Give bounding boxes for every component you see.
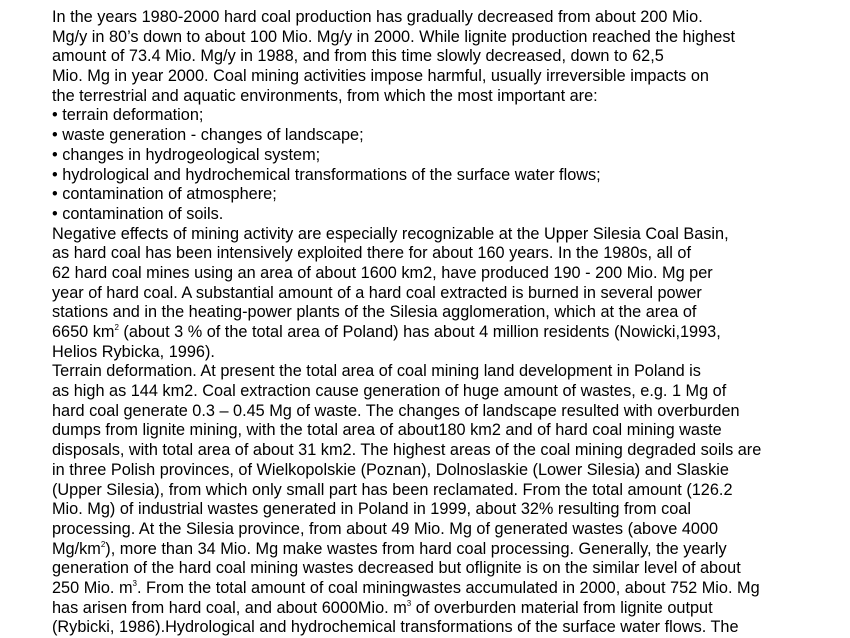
text-fragment: of overburden material from lignite output (411, 598, 713, 617)
text-fragment: 250 Mio. m (52, 578, 133, 597)
text-fragment: has arisen from hard coal, and about 6000Mio. m (52, 598, 407, 617)
text-line-with-superscript (52, 540, 842, 560)
text-line: disposals, with total area of about 31 km2. The highest areas of the coal mining degraded soils are (52, 441, 762, 460)
text-line: (Upper Silesia), from which only small part has been reclamated. From the total amount (126.2 (52, 480, 733, 499)
text-line: the terrestrial and aquatic environments, from which the most important are: (52, 86, 598, 105)
text-line: as hard coal has been intensively exploited there for about 160 years. In the 1980s, all of (52, 244, 691, 263)
text-line: generation of the hard coal mining wastes decreased but oflignite is on the similar level of about (52, 559, 741, 578)
text-line-with-superscript (52, 599, 842, 619)
superscript: 3 (406, 598, 412, 608)
text-fragment: 6650 km (52, 323, 115, 341)
text-line: stations and in the heating-power plants of the Silesia agglomeration, which at the area of (52, 303, 697, 322)
superscript: 2 (114, 323, 119, 332)
text-fragment: ), more than 34 Mio. Mg make wastes from hard coal processing. Generally, the yearly (105, 539, 727, 558)
text-line: processing. At the Silesia province, from about 49 Mio. Mg of generated wastes (above 4000 (52, 519, 719, 538)
text-line: year of hard coal. A substantial amount of a hard coal extracted is burned in several power (52, 283, 702, 302)
text-line-with-superscript (52, 579, 842, 599)
text-fragment: Mg/km (52, 539, 101, 558)
text-line: Terrain deformation. At present the total area of coal mining land development in Poland is (52, 362, 701, 381)
superscript: 3 (132, 578, 137, 588)
text-line: (Rybicki, 1986).Hydrological and hydrochemical transformations of the surface water flows. The (52, 618, 739, 637)
bullet-item: • changes in hydrogeological system; (52, 145, 321, 164)
text-line: hard coal generate 0.3 – 0.45 Mg of waste. The changes of landscape resulted with overburden (52, 401, 740, 420)
bullet-item: • waste generation - changes of landscape; (52, 126, 364, 145)
text-line: Negative effects of mining activity are especially recognizable at the Upper Silesia Coal Basin, (52, 224, 729, 243)
text-fragment: (about 3 % of the total area of Poland) has about 4 million residents (Nowicki,1993, (118, 323, 721, 341)
text-line: 62 hard coal mines using an area of about 1600 km2, have produced 190 - 200 Mio. Mg per (52, 263, 713, 282)
text-line: in three Polish provinces, of Wielkopolskie (Poznan), Dolnoslaskie (Lower Silesia) and Slaskie (52, 460, 729, 479)
superscript: 2 (100, 539, 106, 549)
text-line: Mio. Mg) of industrial wastes generated in Poland in 1999, about 32% resulting from coal (52, 500, 691, 519)
bullet-item: • hydrological and hydrochemical transformations of the surface water flows; (52, 165, 601, 184)
text-line: as high as 144 km2. Coal extraction cause generation of huge amount of wastes, e.g. 1 Mg of (52, 382, 727, 401)
text-line: amount of 73.4 Mio. Mg/y in 1988, and from this time slowly decreased, down to 62,5 (52, 47, 664, 66)
text-line-with-superscript (52, 323, 842, 343)
text-line: In the years 1980-2000 hard coal production has gradually decreased from about 200 Mio. (52, 8, 703, 26)
text-line: Helios Rybicka, 1996). (52, 342, 215, 361)
text-line: dumps from lignite mining, with the total area of about180 km2 and of hard coal mining waste (52, 421, 722, 440)
bullet-item: • terrain deformation; (52, 106, 204, 125)
text-line: Mg/y in 80’s down to about 100 Mio. Mg/y in 2000. While lignite production reached the highest (52, 27, 736, 46)
text-line: Mio. Mg in year 2000. Coal mining activities impose harmful, usually irreversible impacts on (52, 67, 709, 86)
text-fragment: . From the total amount of coal miningwastes accumulated in 2000, about 752 Mio. Mg (137, 578, 760, 597)
bullet-item: • contamination of atmosphere; (52, 185, 277, 204)
bullet-item: • contamination of soils. (52, 204, 224, 223)
document-body (52, 8, 842, 638)
